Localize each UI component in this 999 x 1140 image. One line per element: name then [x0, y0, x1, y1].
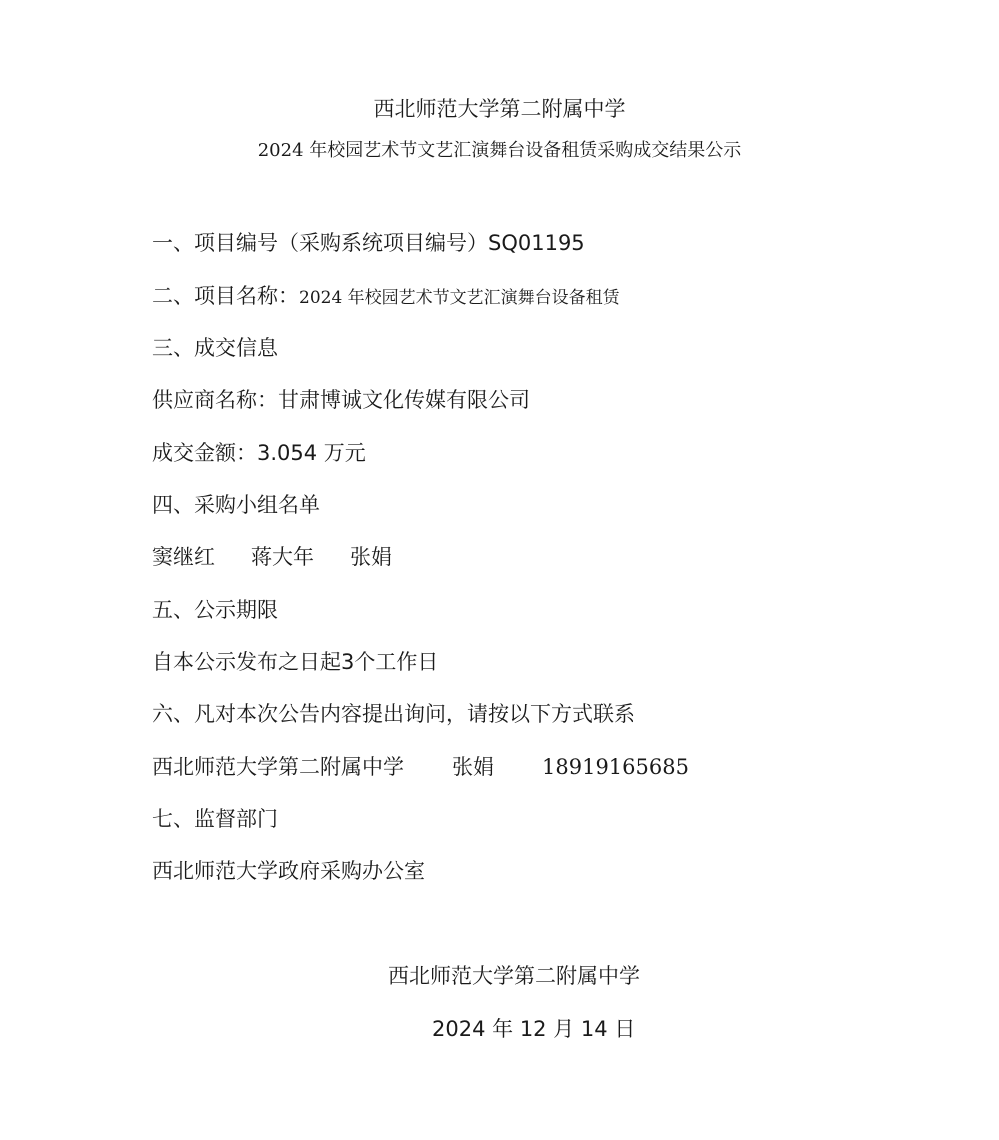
contact-organization: 西北师范大学第二附属中学 — [152, 755, 404, 779]
team-members-line — [152, 542, 932, 572]
project-number-value: SQ01195 — [488, 231, 585, 255]
date-day-unit: 日 — [607, 1017, 636, 1041]
section-inquiry-contact: 六、凡对本次公告内容提出询问，请按以下方式联系 — [152, 702, 635, 726]
section-notice-period: 五、公示期限 — [152, 598, 278, 622]
contact-phone: 18919165685 — [542, 755, 689, 779]
section-project-number — [152, 228, 932, 258]
amount-line — [152, 438, 932, 468]
period-suffix: 个工作日 — [354, 650, 439, 674]
section-supervision: 七、监督部门 — [152, 807, 278, 831]
footer-issuer: 西北师范大学第二附属中学 — [388, 964, 640, 988]
team-member: 蒋大年 — [251, 545, 314, 569]
date-year-unit: 年 — [485, 1017, 520, 1041]
notice-title: 2024 年校园艺术节文艺汇演舞台设备租赁采购成交结果公示 — [257, 140, 742, 161]
project-number-label: 一、项目编号（采购系统项目编号） — [152, 231, 488, 255]
section-project-name — [152, 281, 932, 313]
amount-unit: 万元 — [317, 441, 366, 465]
date-month: 12 — [519, 1017, 547, 1041]
supervisor-line: 西北师范大学政府采购办公室 — [152, 859, 425, 883]
amount-label: 成交金额： — [152, 441, 257, 465]
project-name-label: 二、项目名称： — [152, 284, 299, 308]
notice-period-line — [152, 647, 932, 677]
section-deal-info: 三、成交信息 — [152, 336, 278, 360]
supplier-label: 供应商名称： — [152, 388, 278, 412]
amount-value: 3.054 — [257, 441, 318, 465]
date-year: 2024 — [432, 1017, 486, 1041]
contact-person: 张娟 — [452, 755, 494, 779]
date-month-unit: 月 — [546, 1017, 581, 1041]
team-member: 张娟 — [350, 545, 392, 569]
footer-date — [432, 1014, 732, 1044]
date-day: 14 — [580, 1017, 608, 1041]
contact-line — [152, 752, 932, 782]
school-title: 西北师范大学第二附属中学 — [373, 97, 626, 121]
period-number: 3 — [341, 650, 355, 674]
period-prefix: 自本公示发布之日起 — [152, 650, 341, 674]
team-member: 窦继红 — [152, 545, 215, 569]
supplier-line — [152, 385, 932, 415]
section-procurement-team: 四、采购小组名单 — [152, 493, 320, 517]
supplier-value: 甘肃博诚文化传媒有限公司 — [278, 388, 530, 412]
project-name-value: 2024 年校园艺术节文艺汇演舞台设备租赁 — [299, 288, 620, 308]
